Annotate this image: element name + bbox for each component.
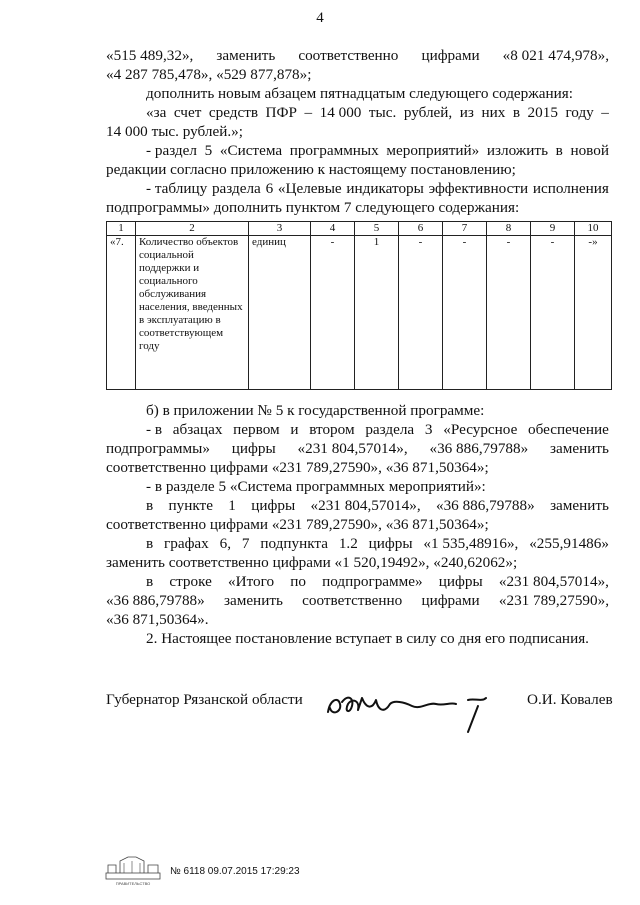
paragraph-line — [146, 573, 609, 591]
word: тыс. — [368, 104, 397, 121]
paragraph-line — [146, 535, 609, 553]
word: - в — [146, 421, 163, 438]
table-header-cell: 5 — [355, 222, 399, 236]
word: эффективности — [428, 180, 529, 197]
paragraph-line: редакции согласно приложению к настоящему постановлению; — [106, 161, 516, 178]
word: 1.2 — [338, 535, 358, 552]
word: году — [565, 104, 594, 121]
word: в — [512, 104, 520, 121]
paragraph-line: - в разделе 5 «Система программных мероприятий»: — [146, 478, 486, 495]
value-cell: - — [531, 236, 575, 390]
word: «за — [146, 104, 167, 121]
stamp-text: ПРАВИТЕЛЬСТВО — [115, 881, 151, 886]
word: «Ресурсное — [443, 421, 518, 438]
word: 2015 — [527, 104, 558, 121]
word: цифры — [438, 573, 483, 590]
word: цифрами — [421, 592, 480, 609]
indicator-table — [106, 221, 612, 390]
table-header-row — [107, 222, 612, 236]
word: в — [146, 497, 154, 514]
word: «231 804,57014», — [310, 497, 421, 514]
word: ПФР — [265, 104, 297, 121]
indicator-unit: единиц — [249, 236, 311, 390]
word: «231 789,27590», — [498, 592, 609, 609]
word: «231 804,57014», — [297, 440, 408, 457]
word: «36 886,79788» — [429, 440, 529, 457]
word: программных — [289, 142, 379, 159]
word: «231 804,57014», — [498, 573, 609, 590]
word: «515 489,32», — [106, 47, 194, 64]
paragraph-line: подпрограммы» дополнить пунктом 7 следующего содержания: — [106, 199, 520, 216]
table-header-cell: 9 — [531, 222, 575, 236]
word: заменить — [550, 440, 609, 457]
word: подпункта — [260, 535, 328, 552]
word: 6, — [219, 535, 232, 552]
table-header-cell: 8 — [487, 222, 531, 236]
table-row — [107, 236, 612, 390]
value-cell: -» — [575, 236, 612, 390]
value-cell: - — [487, 236, 531, 390]
word: – — [304, 104, 313, 121]
paragraph-line: б) в приложении № 5 к государственной программе: — [146, 402, 485, 419]
paragraph-line — [146, 142, 609, 160]
word: подпрограммы» — [106, 440, 210, 457]
word: цифры — [251, 497, 296, 514]
word: рублей, — [403, 104, 453, 121]
word: «36 886,79788» — [106, 592, 205, 609]
word: первом — [233, 421, 280, 438]
paragraph-line — [106, 440, 609, 458]
government-building-stamp — [104, 855, 162, 887]
word: по — [290, 573, 306, 590]
row-number: «7. — [107, 236, 136, 390]
word: и — [290, 421, 299, 438]
table-header-cell: 7 — [443, 222, 487, 236]
handwritten-signature — [318, 680, 508, 738]
paragraph-line: соответственно цифрами «231 789,27590», «36 871,50364»; — [106, 516, 489, 533]
word: - раздел — [146, 142, 197, 159]
word: 3 — [424, 421, 433, 438]
table-header-cell: 10 — [575, 222, 612, 236]
word: индикаторы — [346, 180, 424, 197]
paragraph-line — [146, 180, 609, 198]
table-header-cell: 4 — [311, 222, 355, 236]
word: раздела — [211, 180, 261, 197]
word: них — [481, 104, 506, 121]
value-cell: - — [399, 236, 443, 390]
signatory-position: Губернатор Рязанской области — [106, 691, 303, 708]
word: новой — [570, 142, 609, 159]
table-header-cell: 2 — [136, 222, 249, 236]
signatory-name: О.И. Ковалев — [527, 691, 613, 708]
table-header-cell: 1 — [107, 222, 136, 236]
word: обеспечение — [528, 421, 609, 438]
paragraph-line: «4 287 785,478», «529 877,878»; — [106, 66, 312, 83]
word: 1 — [228, 497, 236, 514]
word: графах — [164, 535, 209, 552]
paragraph-line: 14 000 тыс. рублей.»; — [106, 123, 243, 140]
word: цифры — [368, 535, 413, 552]
registration-footer: № 6118 09.07.2015 17:29:23 — [170, 866, 300, 877]
word: абзацах — [172, 421, 223, 438]
word: в — [146, 535, 154, 552]
paragraph-line: заменить соответственно цифрами «1 520,19492», «240,62062»; — [106, 554, 518, 571]
word: «36 886,79788» — [435, 497, 535, 514]
paragraph-line — [106, 47, 609, 65]
word: в — [555, 142, 563, 159]
word: 6 — [265, 180, 274, 197]
word: «8 021 474,978», — [502, 47, 609, 64]
word: счет — [173, 104, 202, 121]
word: пункте — [168, 497, 213, 514]
word: – — [601, 104, 609, 121]
word: соответственно — [302, 592, 403, 609]
word: заменить — [223, 592, 283, 609]
paragraph-line — [146, 421, 609, 439]
word: втором — [309, 421, 355, 438]
word: «Итого — [228, 573, 275, 590]
paragraph-line: 2. Настоящее постановление вступает в силу со дня его подписания. — [146, 630, 589, 647]
word: исполнения — [532, 180, 609, 197]
word: подпрограмме» — [322, 573, 423, 590]
word: 14 000 — [319, 104, 362, 121]
word: строке — [169, 573, 212, 590]
word: 7 — [241, 535, 250, 552]
word: заменить — [216, 47, 276, 64]
table-header-cell: 6 — [399, 222, 443, 236]
paragraph-line — [106, 592, 609, 610]
word: мероприятий» — [386, 142, 480, 159]
paragraph-line: «36 871,50364». — [106, 611, 209, 628]
word: изложить — [486, 142, 548, 159]
word: - таблицу — [146, 180, 208, 197]
word: из — [459, 104, 474, 121]
table-header-cell: 3 — [249, 222, 311, 236]
word: заменить — [550, 497, 609, 514]
paragraph-line — [146, 497, 609, 515]
page-number: 4 — [316, 10, 324, 26]
word: цифрами — [421, 47, 480, 64]
word: раздела — [365, 421, 415, 438]
word: «Система — [219, 142, 283, 159]
indicator-name: Количество объектов социальной поддержки и социального обслуживания населения, введенных в эксплуатацию в соответствующем году — [136, 236, 249, 390]
word: «Целевые — [277, 180, 342, 197]
word: соответственно — [298, 47, 399, 64]
word: в — [146, 573, 154, 590]
paragraph-line — [146, 104, 609, 122]
paragraph-line: дополнить новым абзацем пятнадцатым следующего содержания: — [146, 85, 573, 102]
word: «255,91486» — [529, 535, 609, 552]
value-cell: 1 — [355, 236, 399, 390]
word: средств — [208, 104, 259, 121]
value-cell: - — [311, 236, 355, 390]
word: 5 — [204, 142, 213, 159]
word: цифры — [231, 440, 276, 457]
value-cell: - — [443, 236, 487, 390]
paragraph-line: соответственно цифрами «231 789,27590», «36 871,50364»; — [106, 459, 489, 476]
word: «1 535,48916», — [423, 535, 519, 552]
